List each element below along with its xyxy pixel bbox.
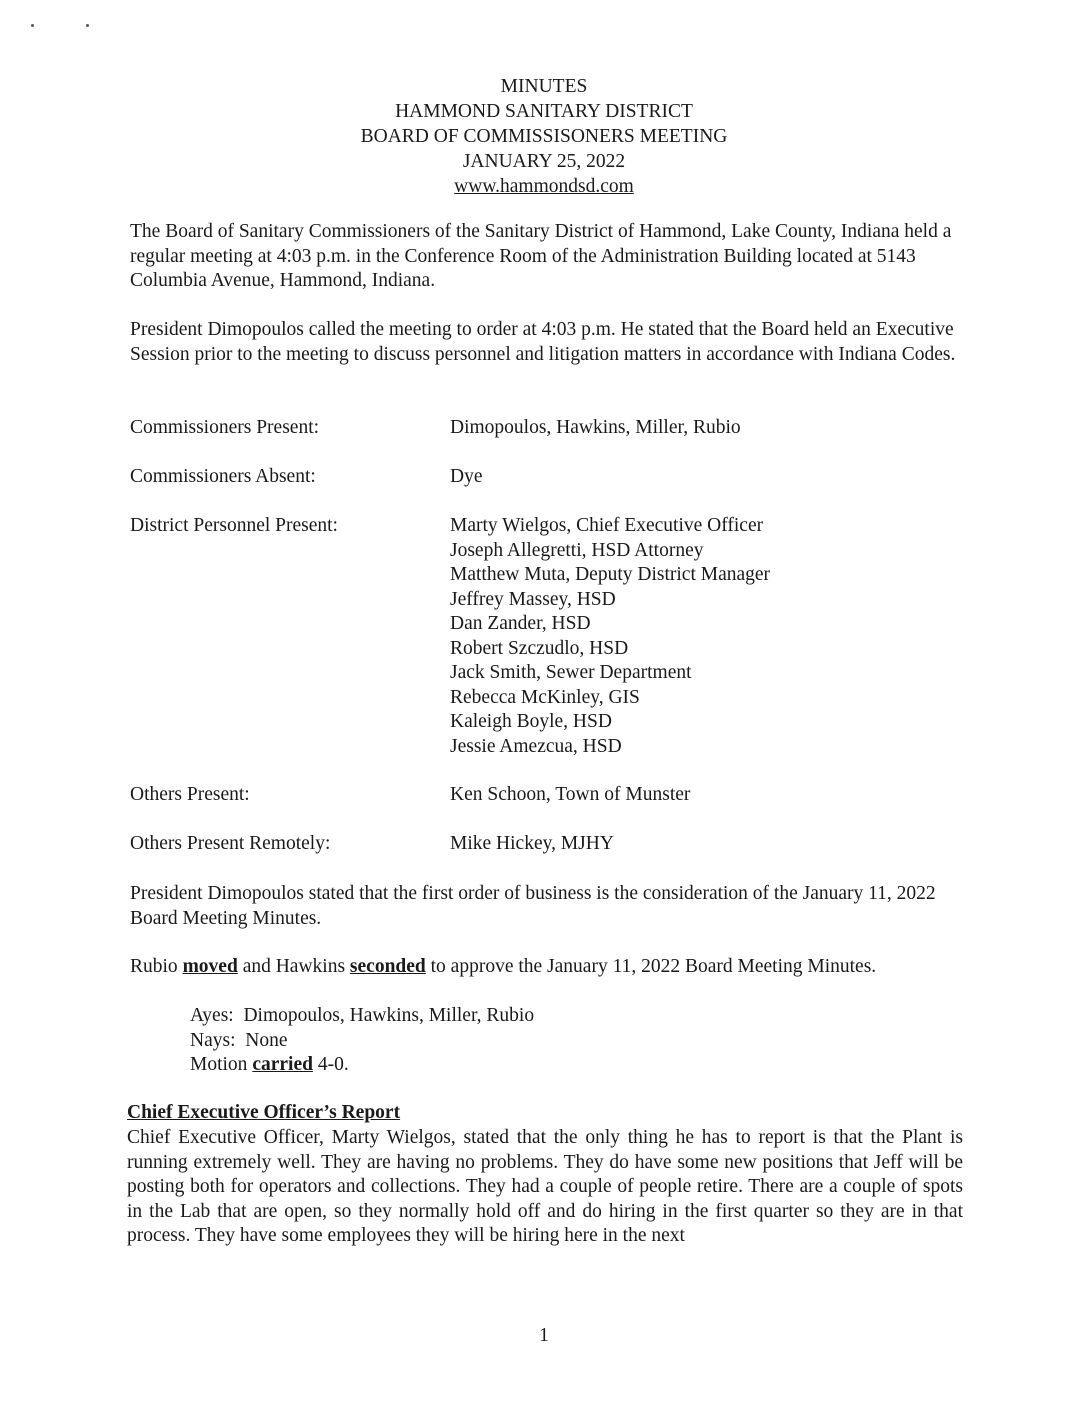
personnel-item: Robert Szczudlo, HSD: [450, 637, 629, 659]
ceo-report-heading: Chief Executive Officer’s Report: [127, 1102, 401, 1123]
commissioners-present-label: Commissioners Present:: [130, 417, 320, 438]
intro-paragraph: The Board of Sanitary Commissioners of the Sanitary District of Hammond, Lake County, Indiana held a regular meeting at 4:03 p.m. in the Conference Room of the Administration Building located at 5143 Columbia Avenue, Hammond, Indiana.: [130, 221, 952, 291]
document-header: [0, 74, 1088, 199]
motion-text: to approve the January 11, 2022 Board Meeting Minutes.: [425, 956, 877, 977]
commissioners-absent-value: Dye: [450, 466, 483, 487]
ayes-line: Ayes: Dimopoulos, Hawkins, Miller, Rubio: [190, 1005, 535, 1026]
header-district: HAMMOND SANITARY DISTRICT: [395, 101, 693, 122]
seconded-keyword: seconded: [349, 956, 426, 977]
minutes-consideration-paragraph: President Dimopoulos stated that the first order of business is the consideration of the January 11, 2022 Board Meeting Minutes.: [130, 883, 936, 929]
others-remote-label: Others Present Remotely:: [130, 833, 331, 854]
page-number: 1: [539, 1325, 549, 1346]
personnel-item: Jeffrey Massey, HSD: [450, 588, 616, 610]
motion-text: Rubio: [130, 956, 183, 977]
scan-speck: [86, 24, 89, 27]
header-website-link[interactable]: www.hammondsd.com: [454, 176, 634, 197]
others-present-value: Ken Schoon, Town of Munster: [450, 784, 691, 805]
scan-speck: [31, 24, 34, 27]
header-date: JANUARY 25, 2022: [462, 151, 626, 172]
personnel-item: Jessie Amezcua, HSD: [450, 735, 622, 757]
personnel-item: Rebecca McKinley, GIS: [450, 686, 640, 708]
commissioners-present-value: Dimopoulos, Hawkins, Miller, Rubio: [450, 417, 741, 438]
motion-text: and Hawkins: [237, 956, 350, 977]
vote-block: [190, 1004, 534, 1078]
header-minutes: MINUTES: [500, 76, 588, 97]
personnel-present-label: District Personnel Present:: [130, 515, 338, 536]
personnel-item: Dan Zander, HSD: [450, 613, 591, 634]
carried-keyword: carried: [252, 1054, 313, 1075]
carried-line: [190, 1053, 534, 1078]
header-board: BOARD OF COMMISSISONERS MEETING: [360, 126, 728, 147]
carried-text: Motion: [190, 1054, 253, 1075]
moved-keyword: moved: [182, 956, 238, 977]
personnel-item: Joseph Allegretti, HSD Attorney: [450, 539, 704, 561]
call-to-order-paragraph: President Dimopoulos called the meeting to order at 4:03 p.m. He stated that the Board held an Executive Session prior to the meeting to discuss personnel and litigation matters in accordance with Indiana Codes.: [130, 319, 956, 365]
personnel-item: Kaleigh Boyle, HSD: [450, 711, 612, 732]
personnel-item: Jack Smith, Sewer Department: [450, 662, 692, 683]
motion-paragraph: [130, 955, 960, 980]
others-present-label: Others Present:: [130, 784, 250, 805]
others-remote-value: Mike Hickey, MJHY: [450, 833, 614, 854]
nays-line: Nays: None: [190, 1029, 288, 1051]
carried-text: 4-0.: [312, 1054, 349, 1075]
ceo-report-paragraph: Chief Executive Officer, Marty Wielgos, stated that the only thing he has to report is that the Plant is running extremely well. They are having no problems. They do have some new positions that Jeff will be posting both for operators and collections. They had a couple of people retire. There are a couple of spots in the Lab that are open, so they normally hold off and do hiring in the first quarter so they are in that process. They have some employees they will be hiring here in the next: [127, 1127, 963, 1246]
personnel-item: Matthew Muta, Deputy District Manager: [450, 564, 771, 585]
personnel-list: [450, 514, 770, 759]
personnel-item: Marty Wielgos, Chief Executive Officer: [450, 515, 764, 536]
commissioners-absent-label: Commissioners Absent:: [130, 466, 316, 487]
